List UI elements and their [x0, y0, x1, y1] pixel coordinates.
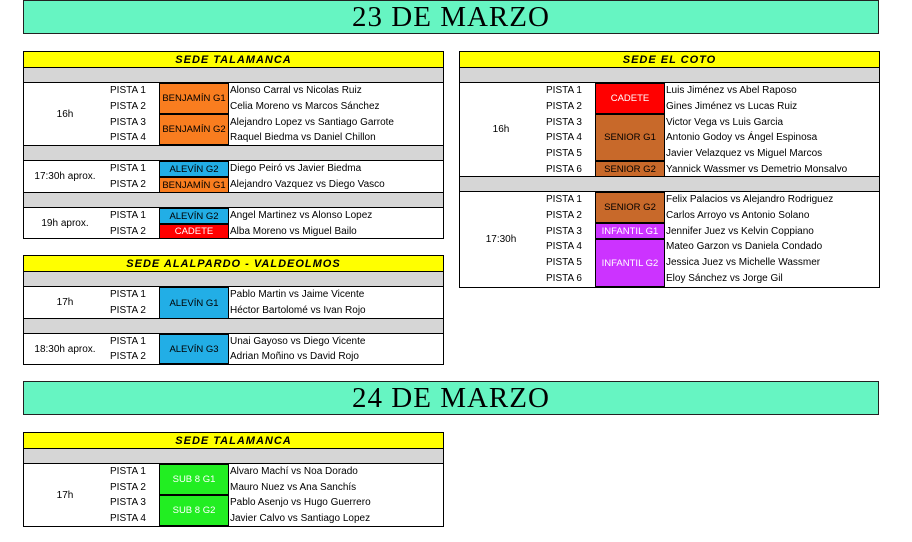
pista-label: PISTA 5 — [546, 256, 582, 268]
match-text: Alejandro Vazquez vs Diego Vasco — [230, 178, 385, 190]
separator — [24, 272, 443, 287]
category-badge: BENJAMÍN G1 — [159, 177, 229, 193]
pista-label: PISTA 4 — [546, 132, 582, 144]
pista-label: PISTA 2 — [110, 178, 146, 190]
pista-label: PISTA 1 — [110, 85, 146, 97]
time-label: 16h — [492, 124, 510, 135]
day-banner-2: 24 DE MARZO — [23, 381, 879, 415]
time-label: 17:30h — [485, 234, 517, 245]
match-text: Felix Palacios vs Alejandro Rodriguez — [666, 194, 834, 206]
pista-label: PISTA 2 — [110, 481, 146, 493]
match-text: Unai Gayoso vs Diego Vicente — [230, 336, 366, 348]
match-text: Alejandro Lopez vs Santiago Garrote — [230, 116, 394, 128]
time-block — [24, 83, 443, 146]
category-badge: CADETE — [595, 83, 665, 114]
pista-label: PISTA 1 — [110, 163, 146, 175]
match-text: Eloy Sánchez vs Jorge Gil — [666, 272, 783, 284]
time-block — [460, 83, 879, 177]
match-text: Jessica Juez vs Michelle Wassmer — [666, 256, 821, 268]
match-text: Jennifer Juez vs Kelvin Coppiano — [666, 225, 814, 237]
pista-label: PISTA 3 — [546, 225, 582, 237]
day-banner-1: 23 DE MARZO — [23, 0, 879, 34]
category-badge: SUB 8 G1 — [159, 464, 229, 495]
time-label: 17h — [56, 489, 74, 501]
category-badge: BENJAMÍN G2 — [159, 114, 229, 145]
match-text: Héctor Bartolomé vs Ivan Rojo — [230, 304, 366, 316]
pista-label: PISTA 3 — [110, 497, 146, 509]
pista-label: PISTA 5 — [546, 147, 582, 159]
pista-label: PISTA 2 — [110, 225, 146, 237]
match-text: Pablo Asenjo vs Hugo Guerrero — [230, 497, 371, 509]
category-badge: ALEVÍN G2 — [159, 208, 229, 224]
separator — [460, 177, 879, 192]
pista-label: PISTA 2 — [110, 351, 146, 363]
category-badge: CADETE — [159, 224, 229, 239]
match-text: Gines Jiménez vs Lucas Ruiz — [666, 100, 798, 112]
pista-label: PISTA 2 — [546, 209, 582, 221]
separator — [24, 193, 443, 208]
category-badge: SENIOR G1 — [595, 114, 665, 161]
time-block — [24, 464, 443, 526]
match-text: Diego Peiró vs Javier Biedma — [230, 163, 362, 175]
time-block — [460, 192, 879, 287]
category-badge: INFANTIL G1 — [595, 223, 665, 239]
pista-label: PISTA 1 — [110, 336, 146, 348]
match-text: Javier Calvo vs Santiago Lopez — [230, 512, 371, 524]
match-text: Javier Velazquez vs Miguel Marcos — [666, 147, 823, 159]
match-text: Luis Jiménez vs Abel Raposo — [666, 85, 797, 97]
category-badge: SUB 8 G2 — [159, 495, 229, 526]
venue-talamanca-day2 — [23, 432, 444, 527]
separator — [460, 68, 879, 83]
venue-title: SEDE TALAMANCA — [24, 52, 443, 68]
category-badge: SENIOR G2 — [595, 161, 665, 177]
time-block — [24, 208, 443, 239]
time-label: 19h aprox. — [41, 218, 89, 229]
category-badge: ALEVÍN G3 — [159, 334, 229, 364]
category-badge: ALEVÍN G2 — [159, 161, 229, 177]
match-text: Alvaro Machí vs Noa Dorado — [230, 466, 358, 478]
match-text: Carlos Arroyo vs Antonio Solano — [666, 209, 810, 221]
category-badge: INFANTIL G2 — [595, 239, 665, 287]
venue-title: SEDE EL COTO — [460, 52, 879, 68]
pista-label: PISTA 2 — [110, 100, 146, 112]
venue-talamanca — [23, 51, 444, 239]
pista-label: PISTA 4 — [110, 512, 146, 524]
match-text: Celia Moreno vs Marcos Sánchez — [230, 100, 380, 112]
venue-title: SEDE TALAMANCA — [24, 433, 443, 449]
pista-label: PISTA 1 — [546, 194, 582, 206]
match-text: Antonio Godoy vs Ángel Espinosa — [666, 132, 818, 144]
match-text: Angel Martinez vs Alonso Lopez — [230, 210, 373, 222]
separator — [24, 68, 443, 83]
pista-label: PISTA 4 — [110, 132, 146, 144]
pista-label: PISTA 1 — [110, 466, 146, 478]
category-badge: ALEVÍN G1 — [159, 287, 229, 319]
pista-label: PISTA 4 — [546, 241, 582, 253]
match-text: Raquel Biedma vs Daniel Chillon — [230, 132, 376, 144]
time-block — [24, 161, 443, 193]
match-text: Mauro Nuez vs Ana Sanchís — [230, 481, 357, 493]
pista-label: PISTA 6 — [546, 272, 582, 284]
pista-label: PISTA 1 — [110, 210, 146, 222]
time-label: 17h — [56, 297, 74, 308]
pista-label: PISTA 2 — [546, 100, 582, 112]
pista-label: PISTA 3 — [546, 116, 582, 128]
pista-label: PISTA 3 — [110, 116, 146, 128]
match-text: Pablo Martin vs Jaime Vicente — [230, 289, 365, 301]
pista-label: PISTA 2 — [110, 304, 146, 316]
match-text: Alba Moreno vs Miguel Bailo — [230, 225, 357, 237]
venue-title: SEDE ALALPARDO - VALDEOLMOS — [24, 256, 443, 272]
separator — [24, 146, 443, 161]
pista-label: PISTA 6 — [546, 163, 582, 175]
time-label: 16h — [56, 108, 74, 120]
pista-label: PISTA 1 — [546, 85, 582, 97]
time-block — [24, 287, 443, 319]
match-text: Adrian Moñino vs David Rojo — [230, 351, 359, 363]
match-text: Victor Vega vs Luis Garcia — [666, 116, 784, 128]
match-text: Alonso Carral vs Nicolas Ruiz — [230, 85, 362, 97]
separator — [24, 449, 443, 464]
time-label: 17:30h aprox. — [34, 171, 96, 182]
venue-el-coto — [459, 51, 880, 288]
pista-label: PISTA 1 — [110, 289, 146, 301]
category-badge: BENJAMÍN G1 — [159, 83, 229, 114]
time-block — [24, 334, 443, 364]
match-text: Yannick Wassmer vs Demetrio Monsalvo — [666, 163, 848, 175]
venue-alalpardo — [23, 255, 444, 365]
time-label: 18:30h aprox. — [34, 343, 96, 355]
match-text: Mateo Garzon vs Daniela Condado — [666, 241, 823, 253]
separator — [24, 319, 443, 334]
category-badge: SENIOR G2 — [595, 192, 665, 223]
